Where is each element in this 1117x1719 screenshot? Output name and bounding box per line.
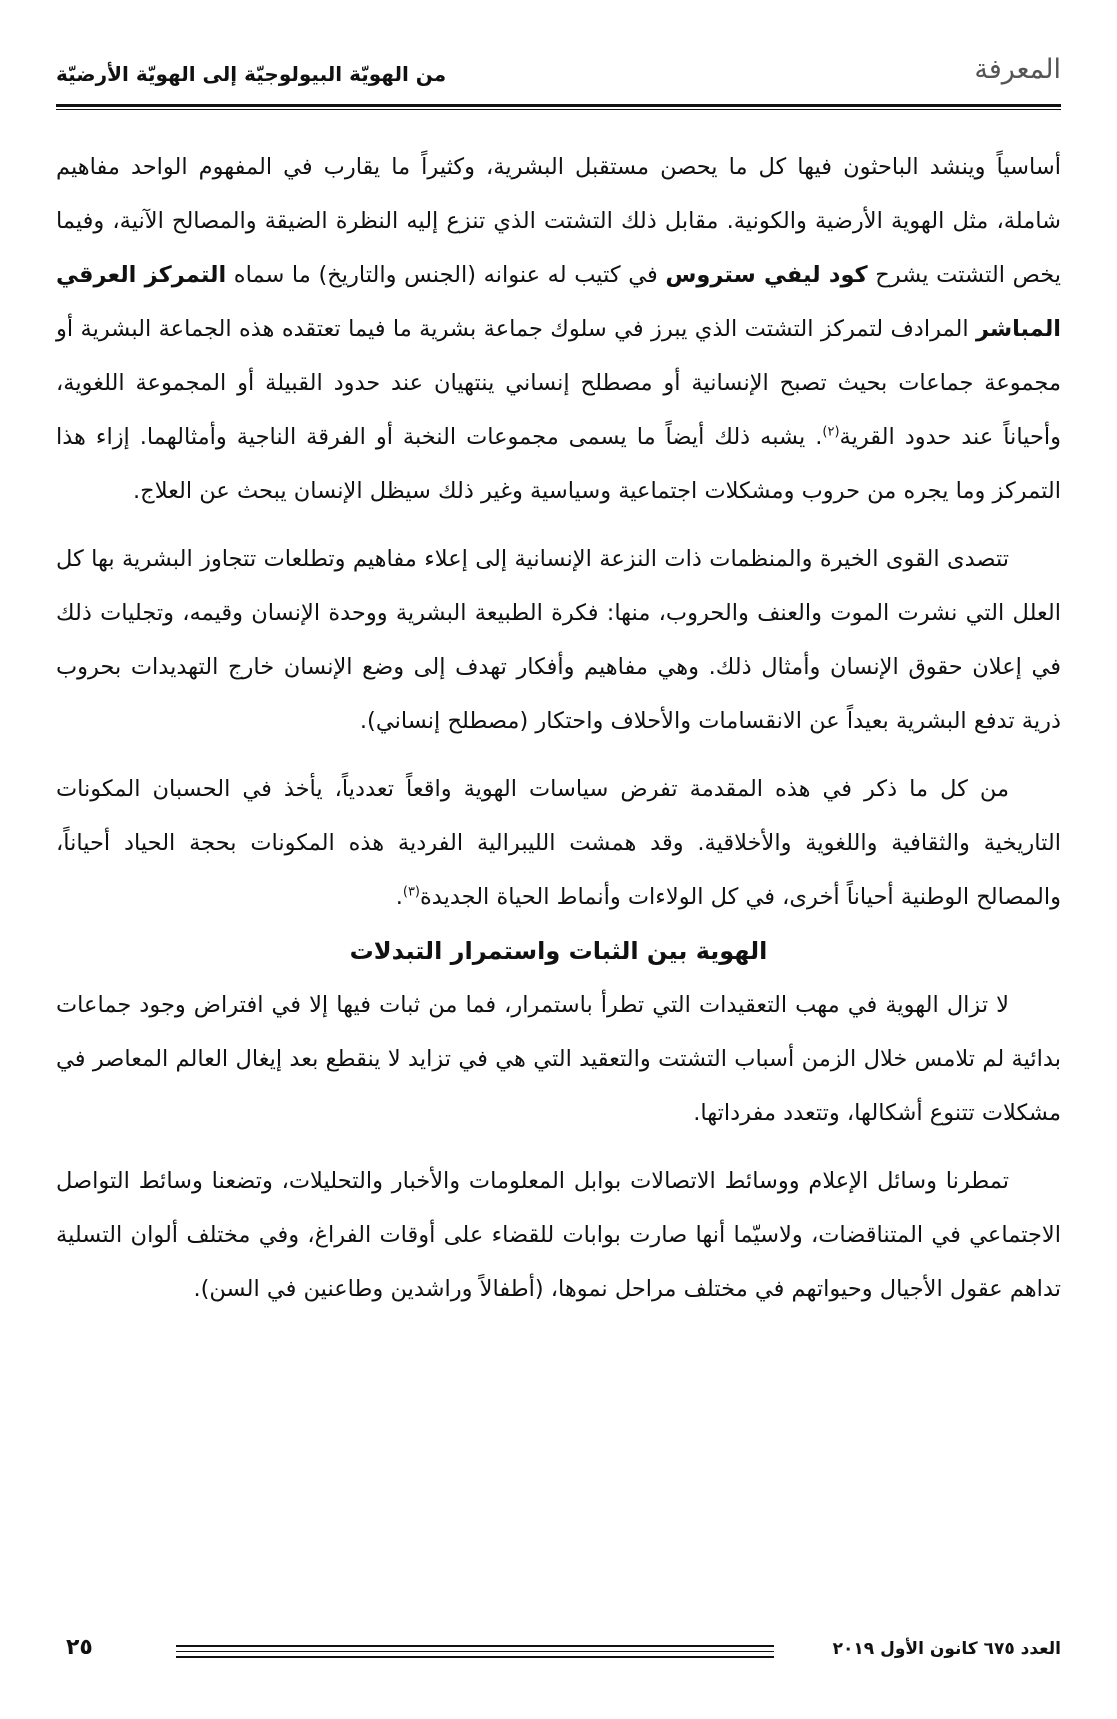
- paragraph-3-text-a: من كل ما ذكر في هذه المقدمة تفرض سياسات الهوية واقعاً تعددياً، يأخذ في الحسبان المكونات التاريخية والثقافية واللغوية والأخلاقية. وقد همشت الليبرالية الفردية هذه المكونات بحجة الحياد أحياناً، والمصالح الوطنية أحياناً أخرى، في كل الولاءات وأنماط الحياة الجديدة: [56, 776, 1061, 910]
- paragraph-3: [56, 762, 1061, 924]
- footer-rule: [176, 1645, 774, 1647]
- bold-term-ethnocentrism: التمركز العرقي المباشر: [56, 262, 1061, 342]
- footnote-ref-2[interactable]: (٢): [822, 424, 840, 440]
- issue-info: العدد ٦٧٥ كانون الأول ٢٠١٩: [832, 1639, 1061, 1659]
- paragraph-2: تتصدى القوى الخيرة والمنظمات ذات النزعة الإنسانية إلى إعلاء مفاهيم وتطلعات تتجاوز البشرية بها كل العلل التي نشرت الموت والعنف والحروب، منها: فكرة الطبيعة البشرية ووحدة الإنسان وقيمه، وتجليات ذلك في إعلان حقوق الإنسان وأمثال ذلك. وهي مفاهيم وأفكار تهدف إلى وضع الإنسان خارج التهديدات بحروب ذرية تدفع البشرية بعيداً عن الانقسامات والأحلاف واحتكار (مصطلح إنساني).: [56, 546, 1061, 734]
- page-number: ٢٥: [66, 1635, 93, 1660]
- paragraph-1: [56, 140, 1061, 518]
- header-divider-thin: [56, 109, 1061, 110]
- article-body: [56, 140, 1061, 1316]
- header-divider: [56, 104, 1061, 107]
- paragraph-1-text-c: المرادف لتمركز التشتت الذي يبرز في سلوك جماعة بشرية ما فيما تعتقده هذه الجماعة البشرية أو مجموعة جماعات بحيث تصبح الإنسانية أو مصطلح إنساني ينتهيان عند حدود القبيلة أو المجموعة اللغوية، وأحياناً عند حدود القرية: [56, 316, 1061, 450]
- section-heading: الهوية بين الثبات واستمرار التبدلات: [349, 937, 768, 965]
- paragraph-1-text-d: . يشبه ذلك أيضاً ما يسمى مجموعات النخبة أو الفرقة الناجية وأمثالهما. إزاء هذا التمركز وما يجره من حروب ومشكلات اجتماعية وسياسية وغير ذلك سيظل الإنسان يبحث عن العلاج.: [56, 424, 1061, 504]
- footnote-ref-3[interactable]: (٣): [402, 884, 420, 900]
- page-header: [56, 48, 1061, 102]
- paragraph-5: تمطرنا وسائل الإعلام ووسائط الاتصالات بوابل المعلومات والأخبار والتحليلات، وتضعنا وسائط التواصل الاجتماعي في المتناقضات، ولاسيّما أنها صارت بوابات للقضاء على أوقات الفراغ، وفي مختلف ألوان التسلية تداهم عقول الأجيال وحيواتهم في مختلف مراحل نموها، (أطفالاً وراشدين وطاعنين في السن).: [56, 1168, 1061, 1302]
- paragraph-1-text-a: أساسياً وينشد الباحثون فيها كل ما يحصن مستقبل البشرية، وكثيراً ما يقارب في المفهوم الواحد مفاهيم شاملة، مثل الهوية الأرضية والكونية. مقابل ذلك التشتت الذي تنزع إليه النظرة الضيقة والمصالح الآنية، وفيما يخص التشتت يشرح: [56, 154, 1061, 288]
- running-title: من الهويّة البيولوجيّة إلى الهويّة الأرضيّة: [56, 62, 447, 86]
- footer-rule-lower: [176, 1656, 774, 1658]
- footer-rule-thin: [176, 1651, 774, 1652]
- page-footer: [56, 1635, 1061, 1675]
- paragraph-3-text-b: .: [395, 884, 403, 910]
- bold-name-levi-strauss: كود ليفي ستروس: [665, 262, 868, 288]
- magazine-logo: المعرفة: [974, 54, 1061, 85]
- paragraph-4: لا تزال الهوية في مهب التعقيدات التي تطرأ باستمرار، فما من ثبات فيها إلا في افتراض وجود جماعات بدائية لم تلامس خلال الزمن أسباب التشتت والتعقيد التي هي في تزايد لا ينقطع بعد إيغال العالم المعاصر في مشكلات تتنوع أشكالها، وتتعدد مفرداتها.: [56, 992, 1061, 1126]
- paragraph-1-text-b: في كتيب له عنوانه (الجنس والتاريخ) ما سماه: [226, 262, 666, 288]
